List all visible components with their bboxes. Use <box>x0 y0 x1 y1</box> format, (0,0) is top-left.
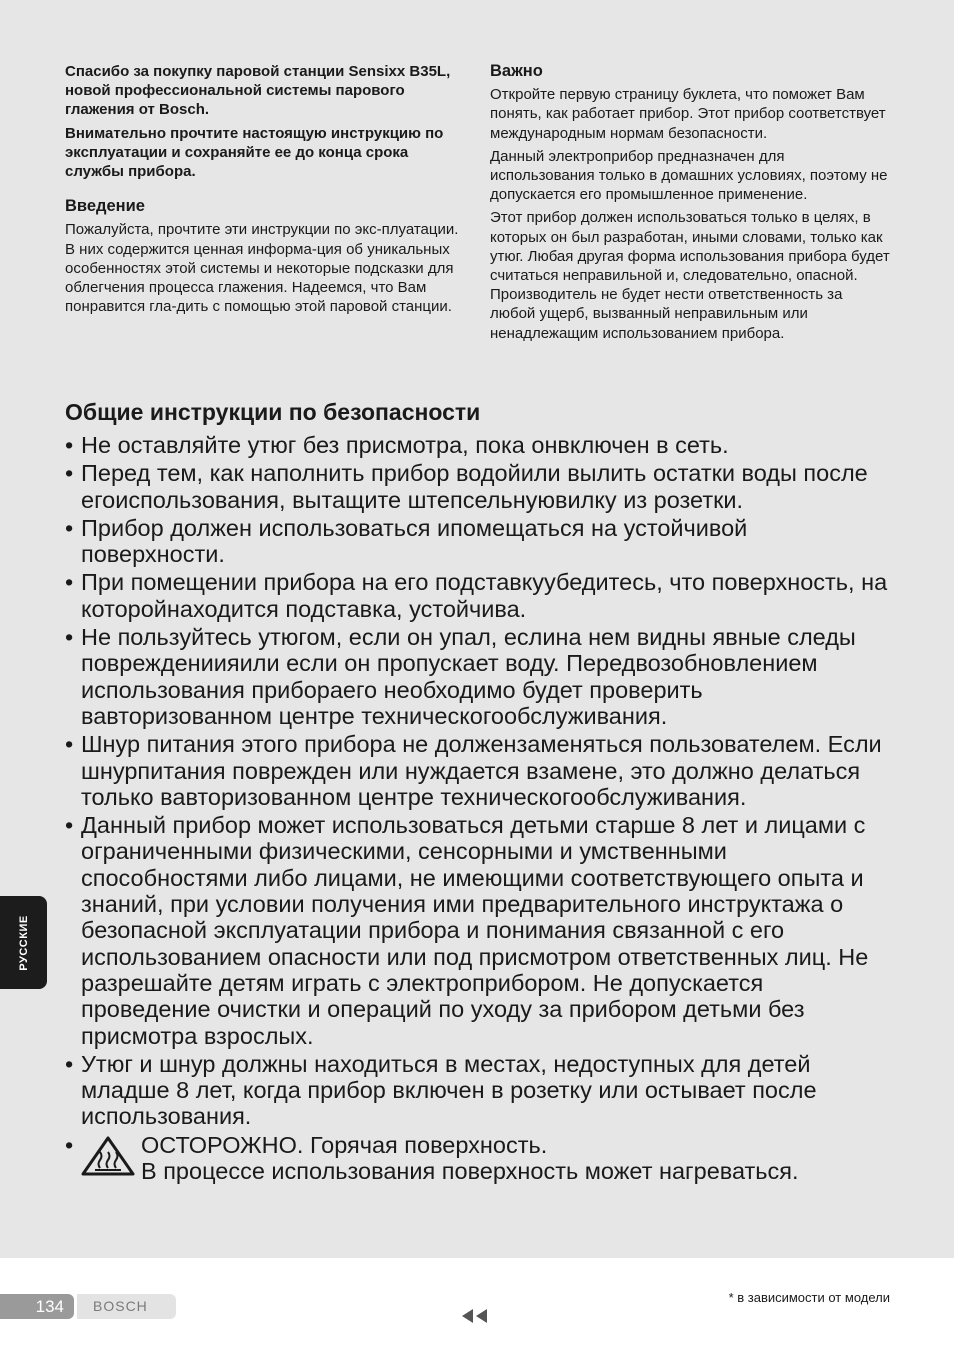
safety-warning-item <box>65 1132 895 1185</box>
important-heading: Важно <box>490 62 543 80</box>
bullet: • <box>65 432 74 458</box>
bullet: • <box>65 624 74 651</box>
safety-item-text: Прибор должен использоваться ипомещаться на устойчивой поверхности. <box>81 514 748 568</box>
language-tab <box>0 896 47 989</box>
safety-item-text: Утюг и шнур должны находиться в местах, недоступных для детей младше 8 лет, когда прибор включен в розетку или остывает после использования. <box>81 1050 817 1130</box>
safety-item <box>65 569 895 622</box>
bullet: • <box>65 460 74 487</box>
intro-text: Пожалуйста, прочтите эти инструкции по экс-плуатации. В них содержится ценная информа-ция об уникальных особенностях этой системы и некоторые подсказки для облегчения процесса глажения. Надеемся, что Вам понравится гла-дить с помощью этой паровой станции. <box>65 221 459 316</box>
warning-line-1: ОСТОРОЖНО. Горячая поверхность. <box>141 1131 548 1158</box>
bullet: • <box>65 812 74 839</box>
bullet: • <box>65 1131 74 1158</box>
bullet: • <box>65 1050 74 1077</box>
intro-thanks: Спасибо за покупку паровой станции Sensixx B35L, новой профессиональной системы парового глажения от Bosch. <box>65 63 451 119</box>
important-p3: Этот прибор должен использоваться только в целях, в которых он был разработан, иными словами, только как утюг. Любая другая форма использования прибора будет считаться неправильной и, следовательно, опасной. Производитель не будет нести ответственность за любой ущерб, вызванный неправильным или ненадлежащим использованием прибора. <box>490 209 890 342</box>
safety-item <box>65 432 895 458</box>
safety-item-text: Не пользуйтесь утюгом, если он упал, еслина нем видны явные следы повреждениияили если он пропускает воду. Передвозобновлением использования прибораего необходимо будет проверить вавторизованном центре техническогообслуживания. <box>81 624 856 729</box>
safety-section <box>65 398 895 1186</box>
safety-item <box>65 1051 895 1130</box>
bullet: • <box>65 514 74 541</box>
brand-label: BOSCH <box>77 1294 176 1319</box>
intro-heading: Введение <box>65 197 145 216</box>
double-left-arrow-icon[interactable] <box>462 1309 490 1323</box>
safety-item-text: Не оставляйте утюг без присмотра, пока онвключен в сеть. <box>81 432 729 458</box>
footnote: * в зависимости от модели <box>728 1290 890 1305</box>
language-tab-label: РУССКИЕ <box>17 914 30 971</box>
safety-item-text: При помещении прибора на его подставкуубедитесь, что поверхность, на которойнаходится подставка, устойчива. <box>81 569 888 622</box>
intro-read-carefully: Внимательно прочтите настоящую инструкцию по эксплуатации и сохраняйте ее до конца срока службы прибора. <box>65 124 444 181</box>
page-number: 134 <box>0 1294 74 1319</box>
bullet: • <box>65 731 74 758</box>
safety-item-text: Шнур питания этого прибора не должензаменяться пользователем. Если шнурпитания поврежден или нуждается взамене, это должно делаться только вавторизованном центре техническогообслуживания. <box>81 731 882 810</box>
important-column <box>490 62 890 347</box>
hot-surface-icon <box>81 1136 135 1176</box>
warning-text <box>141 1132 799 1185</box>
safety-item <box>65 731 895 810</box>
safety-title: Общие инструкции по безопасности <box>65 399 481 425</box>
safety-item-text: Перед тем, как наполнить прибор водойили вылить остатки воды после егоиспользования, вытащите штепсельнуювилку из розетки. <box>81 460 868 513</box>
warning-line-2: В процессе использования поверхность может нагреваться. <box>141 1158 799 1185</box>
important-p2: Данный электроприбор предназначен для использования только в домашних условиях, поэтому не допускается его промышленное применение. <box>490 147 888 204</box>
bullet: • <box>65 569 74 596</box>
safety-item <box>65 460 895 513</box>
safety-list <box>65 432 895 1184</box>
safety-item-text: Данный прибор может использоваться детьми старше 8 лет и лицами с ограниченными физическими, сенсорными и умственными способностями либо лицами, не имеющими соответствующего опыта и знаний, при условии получения ими предварительного инструктажа о безопасной эксплуатации прибора и понимания связанной с его использованием опасности или под присмотром ответственных лиц. Не разрешайте детям играть с электроприбором. Не допускается проведение очистки и операций по уходу за прибором детьми без присмотра взрослых. <box>81 812 869 1049</box>
intro-column <box>65 62 465 320</box>
safety-item <box>65 812 895 1049</box>
safety-item <box>65 515 895 568</box>
safety-item <box>65 624 895 729</box>
important-p1: Откройте первую страницу буклета, что поможет Вам понять, как работает прибор. Этот прибор соответствует международным нормам безопасности. <box>490 86 886 142</box>
